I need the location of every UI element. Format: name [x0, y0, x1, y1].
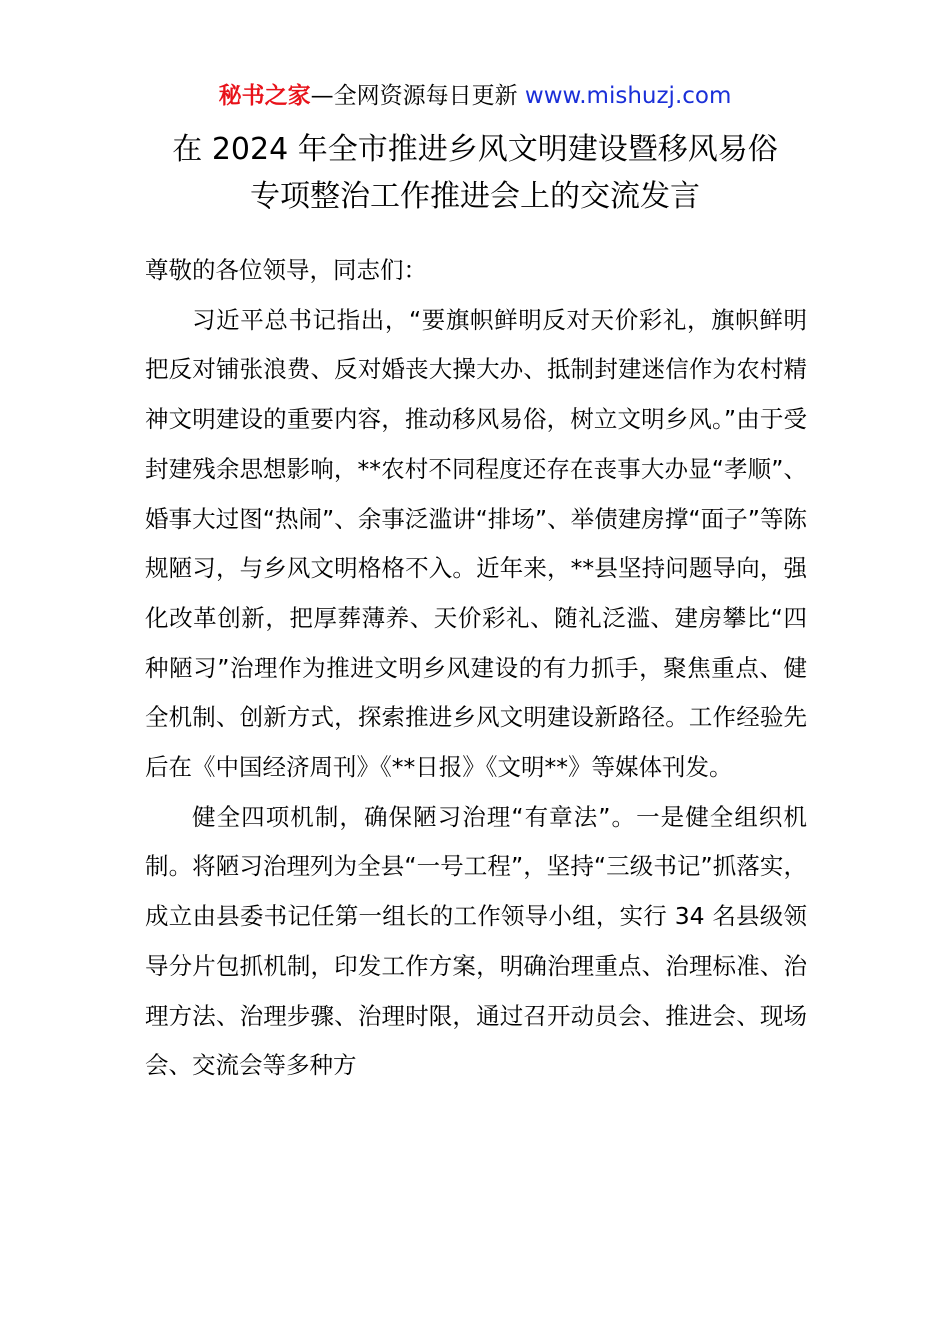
- document-title: [0, 126, 950, 220]
- title-line-1: 在 2024 年全市推进乡风文明建设暨移风易俗: [172, 132, 778, 167]
- site-header: [0, 80, 950, 112]
- website-link[interactable]: www.mishuzj.com: [524, 83, 732, 109]
- salutation: 尊敬的各位领导，同志们：: [145, 256, 427, 284]
- title-line-2: 专项整治工作推进会上的交流发言: [250, 179, 700, 214]
- paragraph-2: 健全四项机制，确保陋习治理“有章法”。一是健全组织机制。将陋习治理列为全县“一号工程”，坚持“三级书记”抓落实，成立由县委书记任第一组长的工作领导小组，实行 34 名县级领导分片包抓机制，印发工作方案，明确治理重点、治理标准、治理方法、治理步骤、治理时限，通过召开动员会、推进会、现场会、交流会等多种方: [145, 802, 807, 1080]
- document-body: [145, 246, 807, 1091]
- brand-name: 秘书之家: [218, 83, 311, 109]
- paragraph-1: 习近平总书记指出，“要旗帜鲜明反对天价彩礼，旗帜鲜明把反对铺张浪费、反对婚丧大操大办、抵制封建迷信作为农村精神文明建设的重要内容，推动移风易俗，树立文明乡风。”由于受封建残余思想影响，**农村不同程度还存在丧事大办显“孝顺”、婚事大过图“热闹”、余事泛滥讲“排场”、举债建房撑“面子”等陈规陋习，与乡风文明格格不入。近年来，**县坚持问题导向，强化改革创新，把厚葬薄养、天价彩礼、随礼泛滥、建房攀比“四种陋习”治理作为推进文明乡风建设的有力抓手，聚焦重点、健全机制、创新方式，探索推进乡风文明建设新路径。工作经验先后在《中国经济周刊》《**日报》《文明**》等媒体刊发。: [145, 305, 807, 782]
- header-tagline: —全网资源每日更新: [310, 83, 518, 109]
